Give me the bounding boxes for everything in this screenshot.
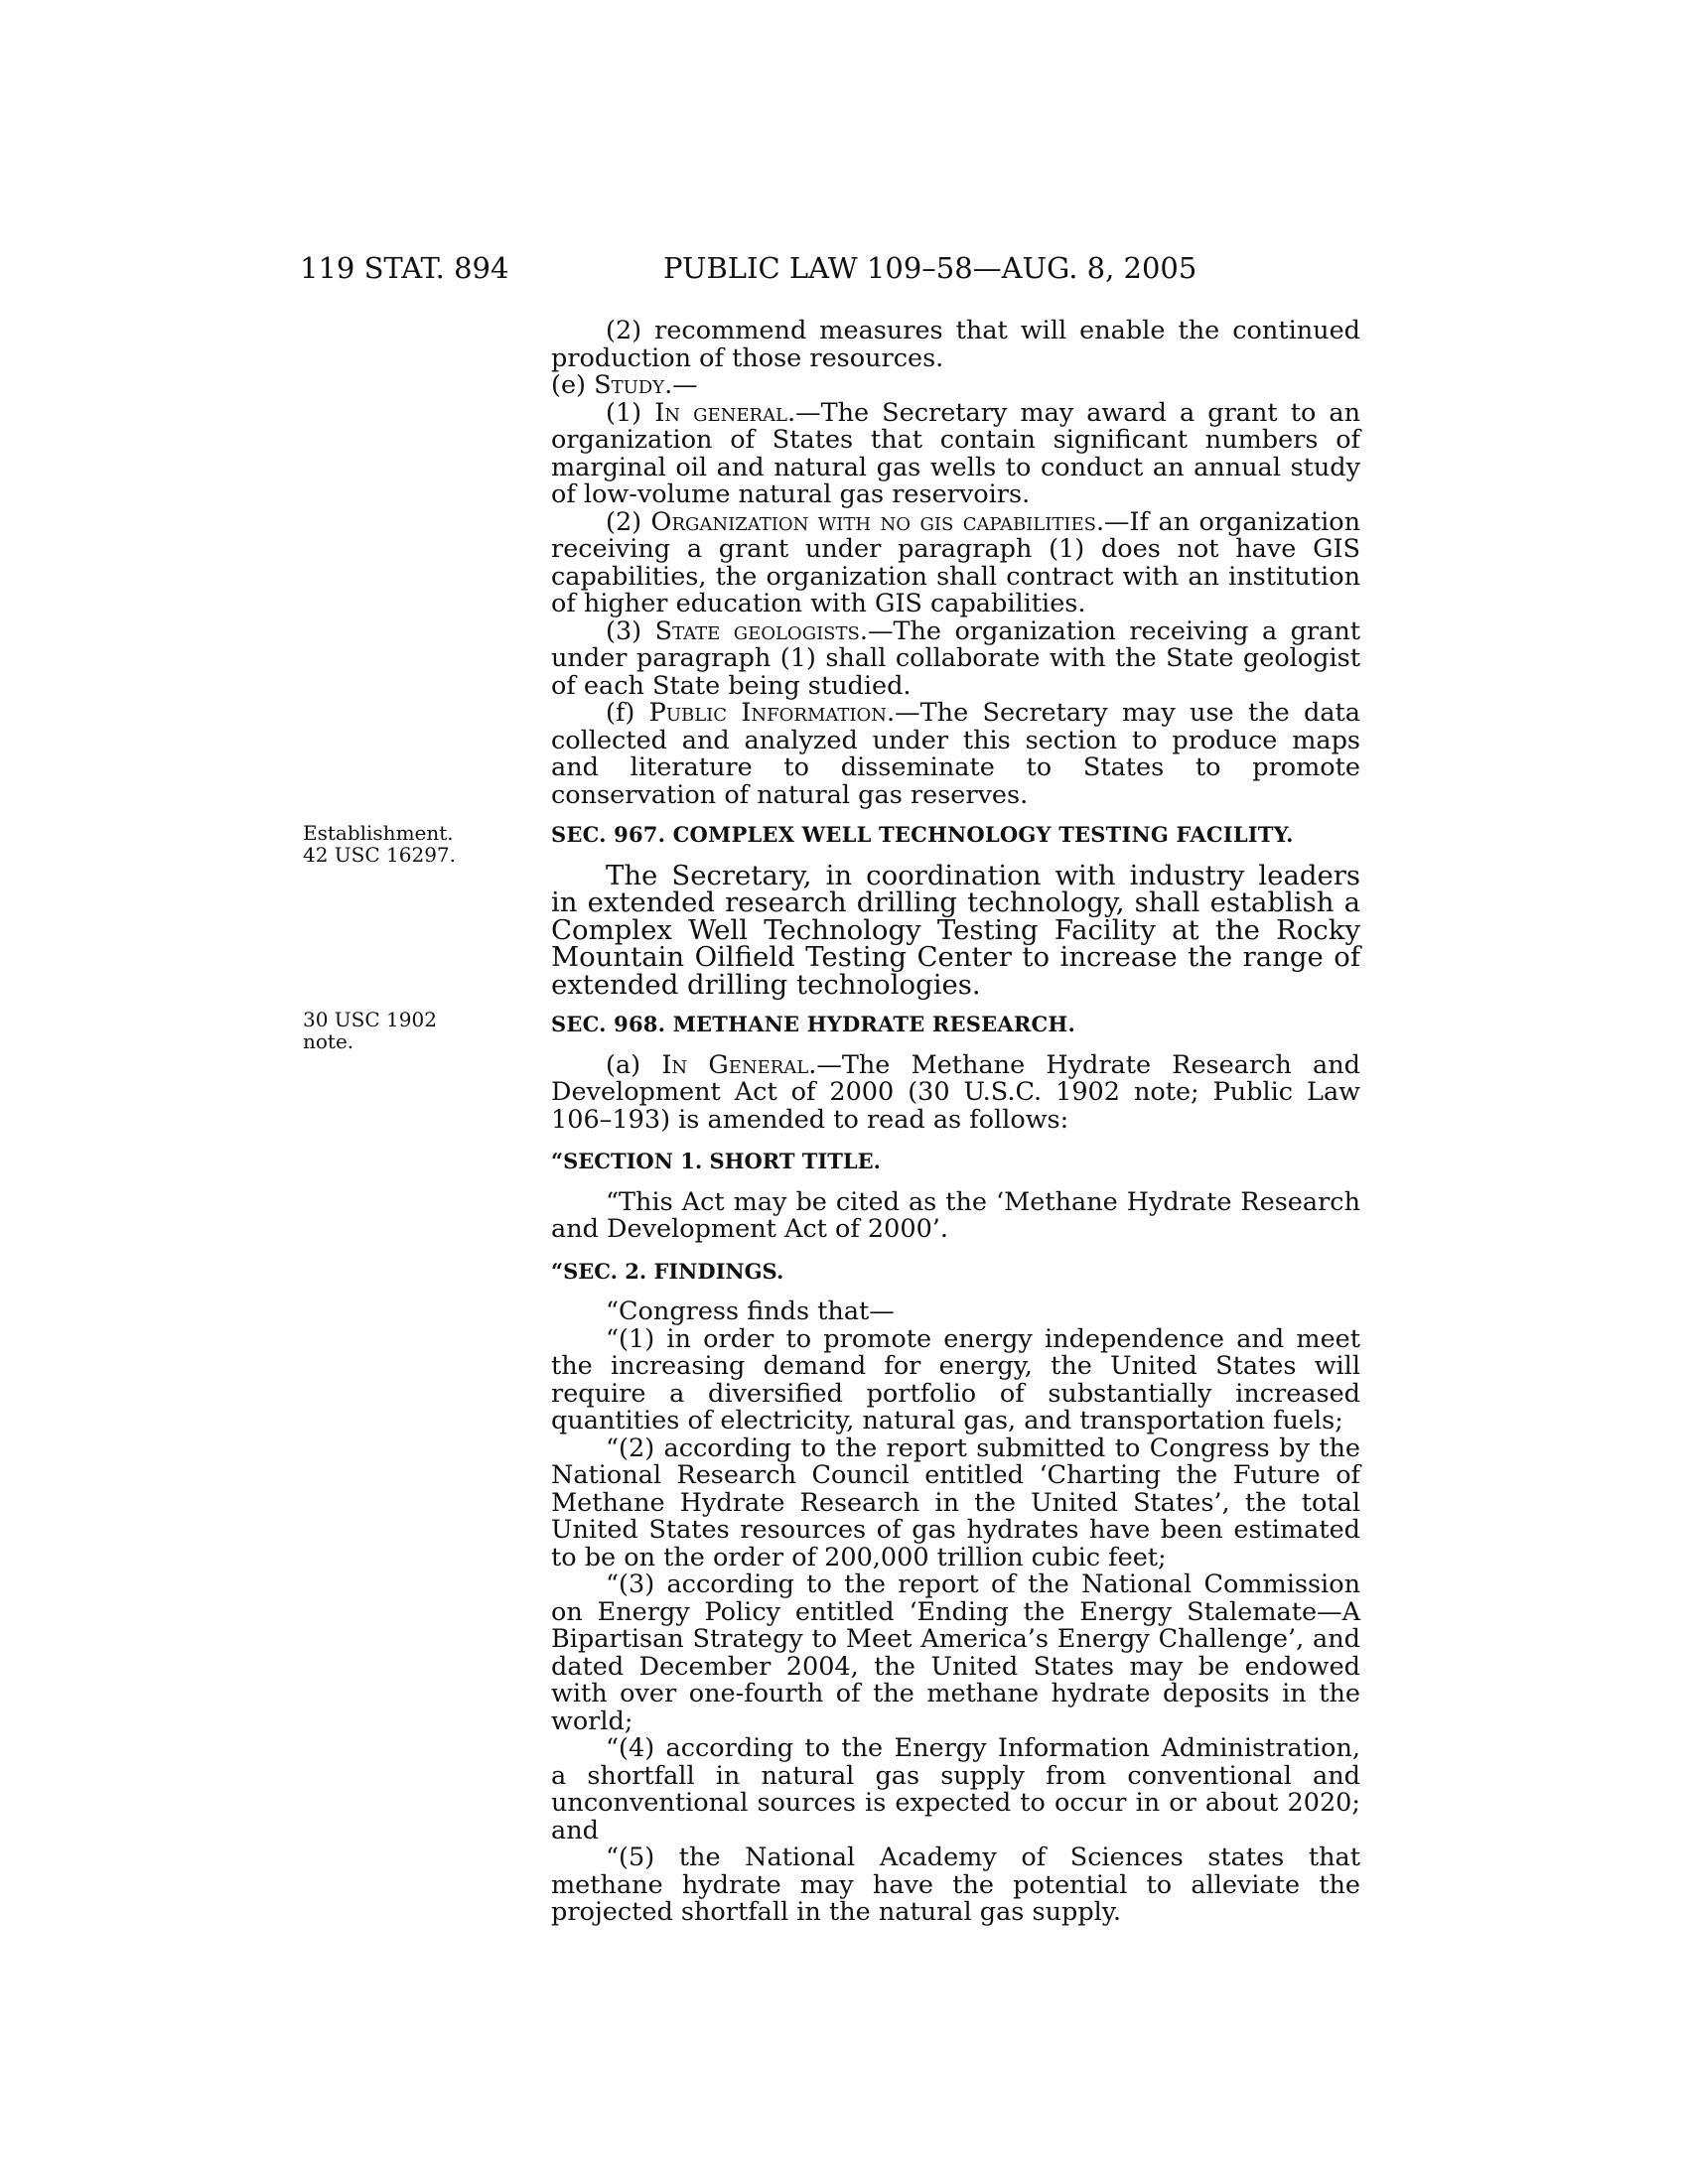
subsection-a — [551, 1049, 1360, 1135]
paragraph-heading: In general — [654, 397, 787, 428]
subsection-label: (f) — [606, 698, 649, 728]
margin-note-line: 42 USC 16297. — [303, 843, 457, 867]
section-1-heading: “SECTION 1. SHORT TITLE. — [551, 1149, 881, 1173]
paragraph-number: (3) — [606, 615, 655, 646]
finding-4: “(4) according to the Energy Information Administration, a shortfall in natural gas supply from conventional and unconventional sources is expected to occur in or about 2020; and — [551, 1733, 1360, 1845]
finding-1: “(1) in order to promote energy independence and meet the increasing demand for energy, the United States will require a diversified portfolio of substantially increased quantities of electricity, natural gas, and transportation fuels; — [551, 1323, 1360, 1435]
paragraph-heading: State geologists — [654, 615, 860, 646]
finding-2: “(2) according to the report submitted to Congress by the National Research Council entitled ‘Charting the Future of Methane Hydrate Research in the United States’, the total United States resources of gas hydrates have been estimated to be on the order of 200,000 trillion cubic feet; — [551, 1433, 1360, 1572]
paragraph-e3 — [551, 615, 1360, 701]
subsection-f — [551, 700, 1360, 809]
paragraph-number: (2) — [606, 506, 651, 537]
margin-note-line: Establishment. — [303, 821, 454, 845]
paragraph-heading: Organization with no gis capabilities — [650, 506, 1096, 537]
margin-note-line: note. — [303, 1029, 354, 1053]
paragraph-text: .—The Secretary may award a grant to an organization of States that contain significant numbers of marginal oil and natural gas wells to conduct an annual study of low-volume natural gas reservoirs. — [551, 397, 1361, 509]
subsection-heading: Public Information — [648, 698, 888, 728]
section-1-text: “This Act may be cited as the ‘Methane Hydrate Research and Development Act of 2000’. — [551, 1186, 1360, 1244]
margin-note-sec967 — [303, 822, 462, 866]
section-2-heading: “SEC. 2. FINDINGS. — [551, 1258, 784, 1284]
section-967-text: The Secretary, in coordination with industry leaders in extended research drilling technology, shall establish a Complex Well Technology Testing Facility at the Rocky Mountain Oilfield Testing Center to increase the range of extended drilling technologies. — [551, 859, 1360, 1001]
subsection-label: (a) — [606, 1049, 662, 1080]
margin-note-sec968 — [303, 1009, 462, 1052]
paragraph-d2: (2) recommend measures that will enable the continued production of those resources. — [551, 316, 1360, 373]
paragraph-text: .—If an organization receiving a grant under paragraph (1) does not have GIS capabilities, the organization shall contract with an institution of higher education with GIS capabilities. — [551, 506, 1361, 618]
heading-dash: .— — [664, 370, 698, 400]
finding-3: “(3) according to the report of the National Commission on Energy Policy entitled ‘Ending the Energy Stalemate—A Bipartisan Strategy to Meet America’s Energy Challenge’, and dated December 2004, the United States may be endowed with over one-fourth of the methane hydrate deposits in the world; — [551, 1570, 1360, 1736]
findings-intro: “Congress finds that— — [606, 1297, 895, 1326]
paragraph-e1 — [551, 397, 1361, 509]
subsection-e-heading — [551, 372, 1360, 400]
paragraph-e2 — [551, 506, 1361, 618]
paragraph-text: .—The Methane Hydrate Research and Development Act of 2000 (30 U.S.C. 1902 note; Public Law 106–193) is amended to read as follows: — [551, 1049, 1360, 1135]
paragraph-text: .—The organization receiving a grant under paragraph (1) shall collaborate with the State geologist of each State being studied. — [551, 615, 1360, 701]
subsection-label: (e) — [551, 370, 595, 400]
section-967-heading: SEC. 967. COMPLEX WELL TECHNOLOGY TESTING FACILITY. — [551, 822, 1294, 847]
subsection-heading: Study — [594, 370, 665, 400]
paragraph-text: .—The Secretary may use the data collected and analyzed under this section to produce maps and literature to disseminate to States to promote conservation of natural gas reserves. — [551, 698, 1361, 810]
margin-note-line: 30 USC 1902 — [303, 1008, 437, 1031]
section-968-heading: SEC. 968. METHANE HYDRATE RESEARCH. — [551, 1012, 1075, 1036]
document-body — [551, 318, 1360, 1927]
running-header-title: PUBLIC LAW 109–58—AUG. 8, 2005 — [663, 251, 1197, 285]
page-reference: 119 STAT. 894 — [300, 251, 509, 285]
finding-5: “(5) the National Academy of Sciences states that methane hydrate may have the potential to alleviate the projected shortfall in the natural gas supply. — [551, 1843, 1360, 1927]
subsection-heading: In General — [661, 1049, 809, 1080]
paragraph-number: (1) — [606, 397, 655, 428]
